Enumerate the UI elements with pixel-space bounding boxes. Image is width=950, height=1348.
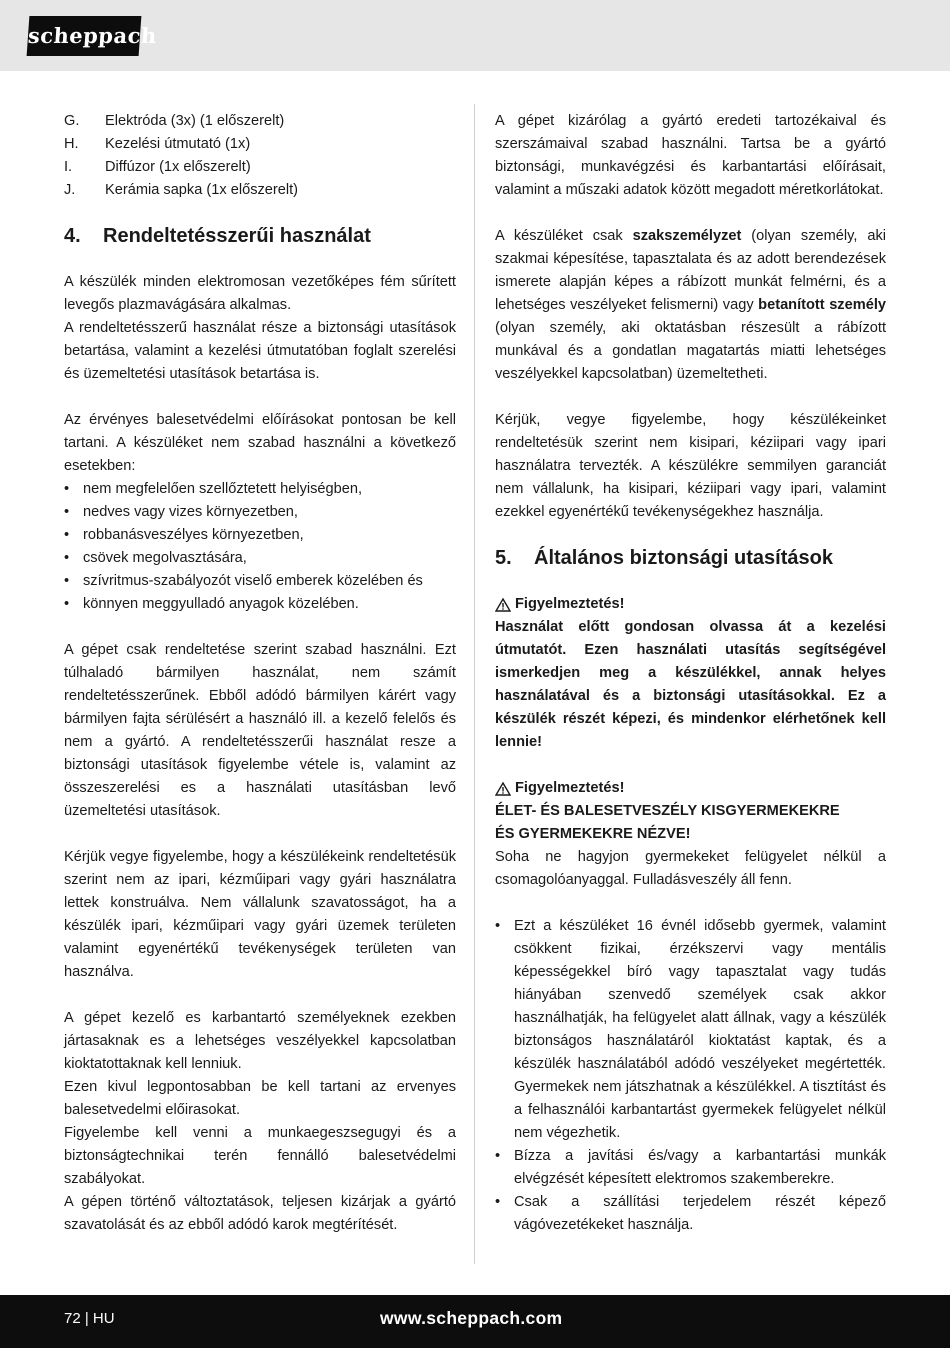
list-item: • Ezt a készüléket 16 évnél idősebb gyermek, valamint csökkent fizikai, érzékszervi vagy mentális képességekkel bíró vagy tapasztalat vagy tudás hiányában szenvedő személyek csak akkor használhatják, ha felügyelet alatt állnak, vagy a készülék biztonságos használatáról kioktatást kaptak, és a készülék használatából adódó veszélyeket megértették. Gyermekek nem játszhatnak a készülékkel. A tisztítást és a felhasználói karbantartást gyermekek felügyelet nélkül nem végezhetik. — [495, 918, 886, 1141]
list-item: • nem megfelelően szellőztetett helyiségben, — [64, 481, 363, 497]
list-item: I. Diffúzor (1x előszerelt) — [64, 159, 251, 175]
list-item: H. Kezelési útmutató (1x) — [64, 136, 251, 152]
paragraph: Soha ne hagyjon gyermekeket felügyelet nélkül a csomagolóanyaggal. Fulladásveszély áll fenn. — [495, 849, 886, 888]
paragraph: A készülék minden elektromosan vezetőképes fém sűrített levegős plazmavágására alkalmas. — [64, 274, 456, 313]
warning-title: Figyelmeztetés! — [495, 777, 886, 800]
warning-caps: ÉLET- ÉS BALESETVESZÉLY KISGYERMEKEKRE — [495, 803, 840, 819]
paragraph: A készüléket csak szakszemélyzet (olyan személy, aki szakmai képesítése, tapasztalata és az adott berendezések ismerete alapján képes a rábízott munkát felmérni, és a lehetséges veszélyeket felismerni) vagy betanított személy (olyan személy, aki oktatásban részesült a rábízott munkával és a gondatlan magatartás miatti lehetséges veszélyekkel kapcsolatban) üzemeltetheti. — [495, 228, 886, 382]
left-column — [64, 110, 456, 1237]
right-column — [495, 110, 886, 1237]
warning-text: Használat előtt gondosan olvassa át a kezelési útmutatót. Ezen használati utasítás segítségével ismerkedjen meg a készülékkel, annak helyes használatával és a biztonsági utasításokkal. Ez a készülék részét képezi, és mindenkor elérhetőnek kell lennie! — [495, 619, 886, 750]
safety-bullet-list — [495, 915, 886, 1237]
warning-title: Figyelmeztetés! — [495, 593, 886, 616]
list-item: • csövek megolvasztására, — [64, 550, 247, 566]
warning-triangle-icon — [495, 782, 511, 796]
paragraph: A gépet csak rendeltetése szerint szabad használni. Ezt túlhaladó bármilyen használat, nem számít rendeltetésszerűnek. Ebből adódó bármilyen kárért vagy bármilyen fajta sérülésért a használó ill. a kezelő felelős és nem a gyártó. A rendeltetésszerűi használat resze a biztonsági utasítások figyelembe vétele is, valamint az összeszerelési es a használati utasításban levő üzemeltetési utasítások. — [64, 642, 456, 819]
footer-band — [0, 1295, 950, 1348]
paragraph: Kérjük vegye figyelembe, hogy a készülékeink rendeltetésük szerint nem az ipari, kézműipari vagy gyári használatra lettek konstruálva. Nem vállalunk szavatosságot, ha a készülék ipari, kézműipari vagy gyári üzemek területen valamint egyenértékű tevékenységek területen van használva. — [64, 849, 456, 980]
lettered-list — [64, 110, 456, 202]
paragraph: A gépet kizárólag a gyártó eredeti tartozékaival és szerszámaival szabad használni. Tartsa be a gyártó biztonsági, munkavégzési és karbantartási előírásait, valamint a műszaki adatok között megadott méretkorlátokat. — [495, 113, 886, 198]
page-number: 72 | HU — [64, 1310, 115, 1327]
brand-logo: scheppach — [27, 16, 142, 56]
website-link[interactable]: www.scheppach.com — [380, 1308, 563, 1328]
paragraph: Figyelembe kell venni a munkaegeszsegugyi és a biztonságtechnikai terén fennálló balesetvédelmi szabályokat. — [64, 1125, 456, 1187]
list-item: • könnyen meggyulladó anyagok közelében. — [64, 596, 359, 612]
paragraph: Ezen kivul legpontosabban be kell tartani az ervenyes balesetvedelmi előirasokat. — [64, 1079, 456, 1118]
warning-triangle-icon — [495, 598, 511, 612]
paragraph: Az érvényes balesetvédelmi előírásokat pontosan be kell tartani. A készüléket nem szabad használni a következő esetekben: — [64, 412, 456, 474]
list-item: • Csak a szállítási terjedelem részét képező vágóvezetékeket használja. — [495, 1194, 886, 1233]
paragraph: Kérjük, vegye figyelembe, hogy készülékeinket rendeltetésük szerint nem kisipari, kéziipari vagy ipari használatra tervezték. A készülékre semmilyen garanciát nem vállalunk, ha kisipari, kéziipari vagy ipari, valamint ezekkel egyenértékű tevékenységekhez használja. — [495, 412, 886, 520]
list-item: • szívritmus-szabályozót viselő emberek közelében és — [64, 573, 423, 589]
list-item: • Bízza a javítási és/vagy a karbantartási munkák elvégzését képesített elektromos szakemberekre. — [495, 1148, 886, 1187]
paragraph: A gépen történő változtatások, teljesen kizárjak a gyártó szavatolását és az ebből adódó karok megtérítését. — [64, 1194, 456, 1233]
paragraph: A rendeltetésszerű használat része a biztonsági utasítások betartása, valamint a kezelési útmutatóban foglalt szerelési és üzemeltetési utasítások betartása is. — [64, 320, 456, 382]
warning-caps: ÉS GYERMEKEKRE NÉZVE! — [495, 826, 691, 842]
list-item: G. Elektróda (3x) (1 előszerelt) — [64, 113, 285, 129]
section-4-heading: 4. Rendeltetésszerűi használat — [64, 225, 371, 247]
list-item: J. Kerámia sapka (1x előszerelt) — [64, 182, 299, 198]
section-5-heading: 5. Általános biztonsági utasítások — [495, 547, 833, 569]
paragraph: A gépet kezelő es karbantartó személyeknek ezekben jártasaknak es a lehetséges veszélyekkel kapcsolatban kioktatottaknak kell lenniuk. — [64, 1010, 456, 1072]
list-item: • robbanásveszélyes környezetben, — [64, 527, 304, 543]
list-item: • nedves vagy vizes környezetben, — [64, 504, 298, 520]
header-band — [0, 0, 950, 71]
usage-restriction-list — [64, 478, 456, 616]
column-divider — [474, 104, 475, 1264]
